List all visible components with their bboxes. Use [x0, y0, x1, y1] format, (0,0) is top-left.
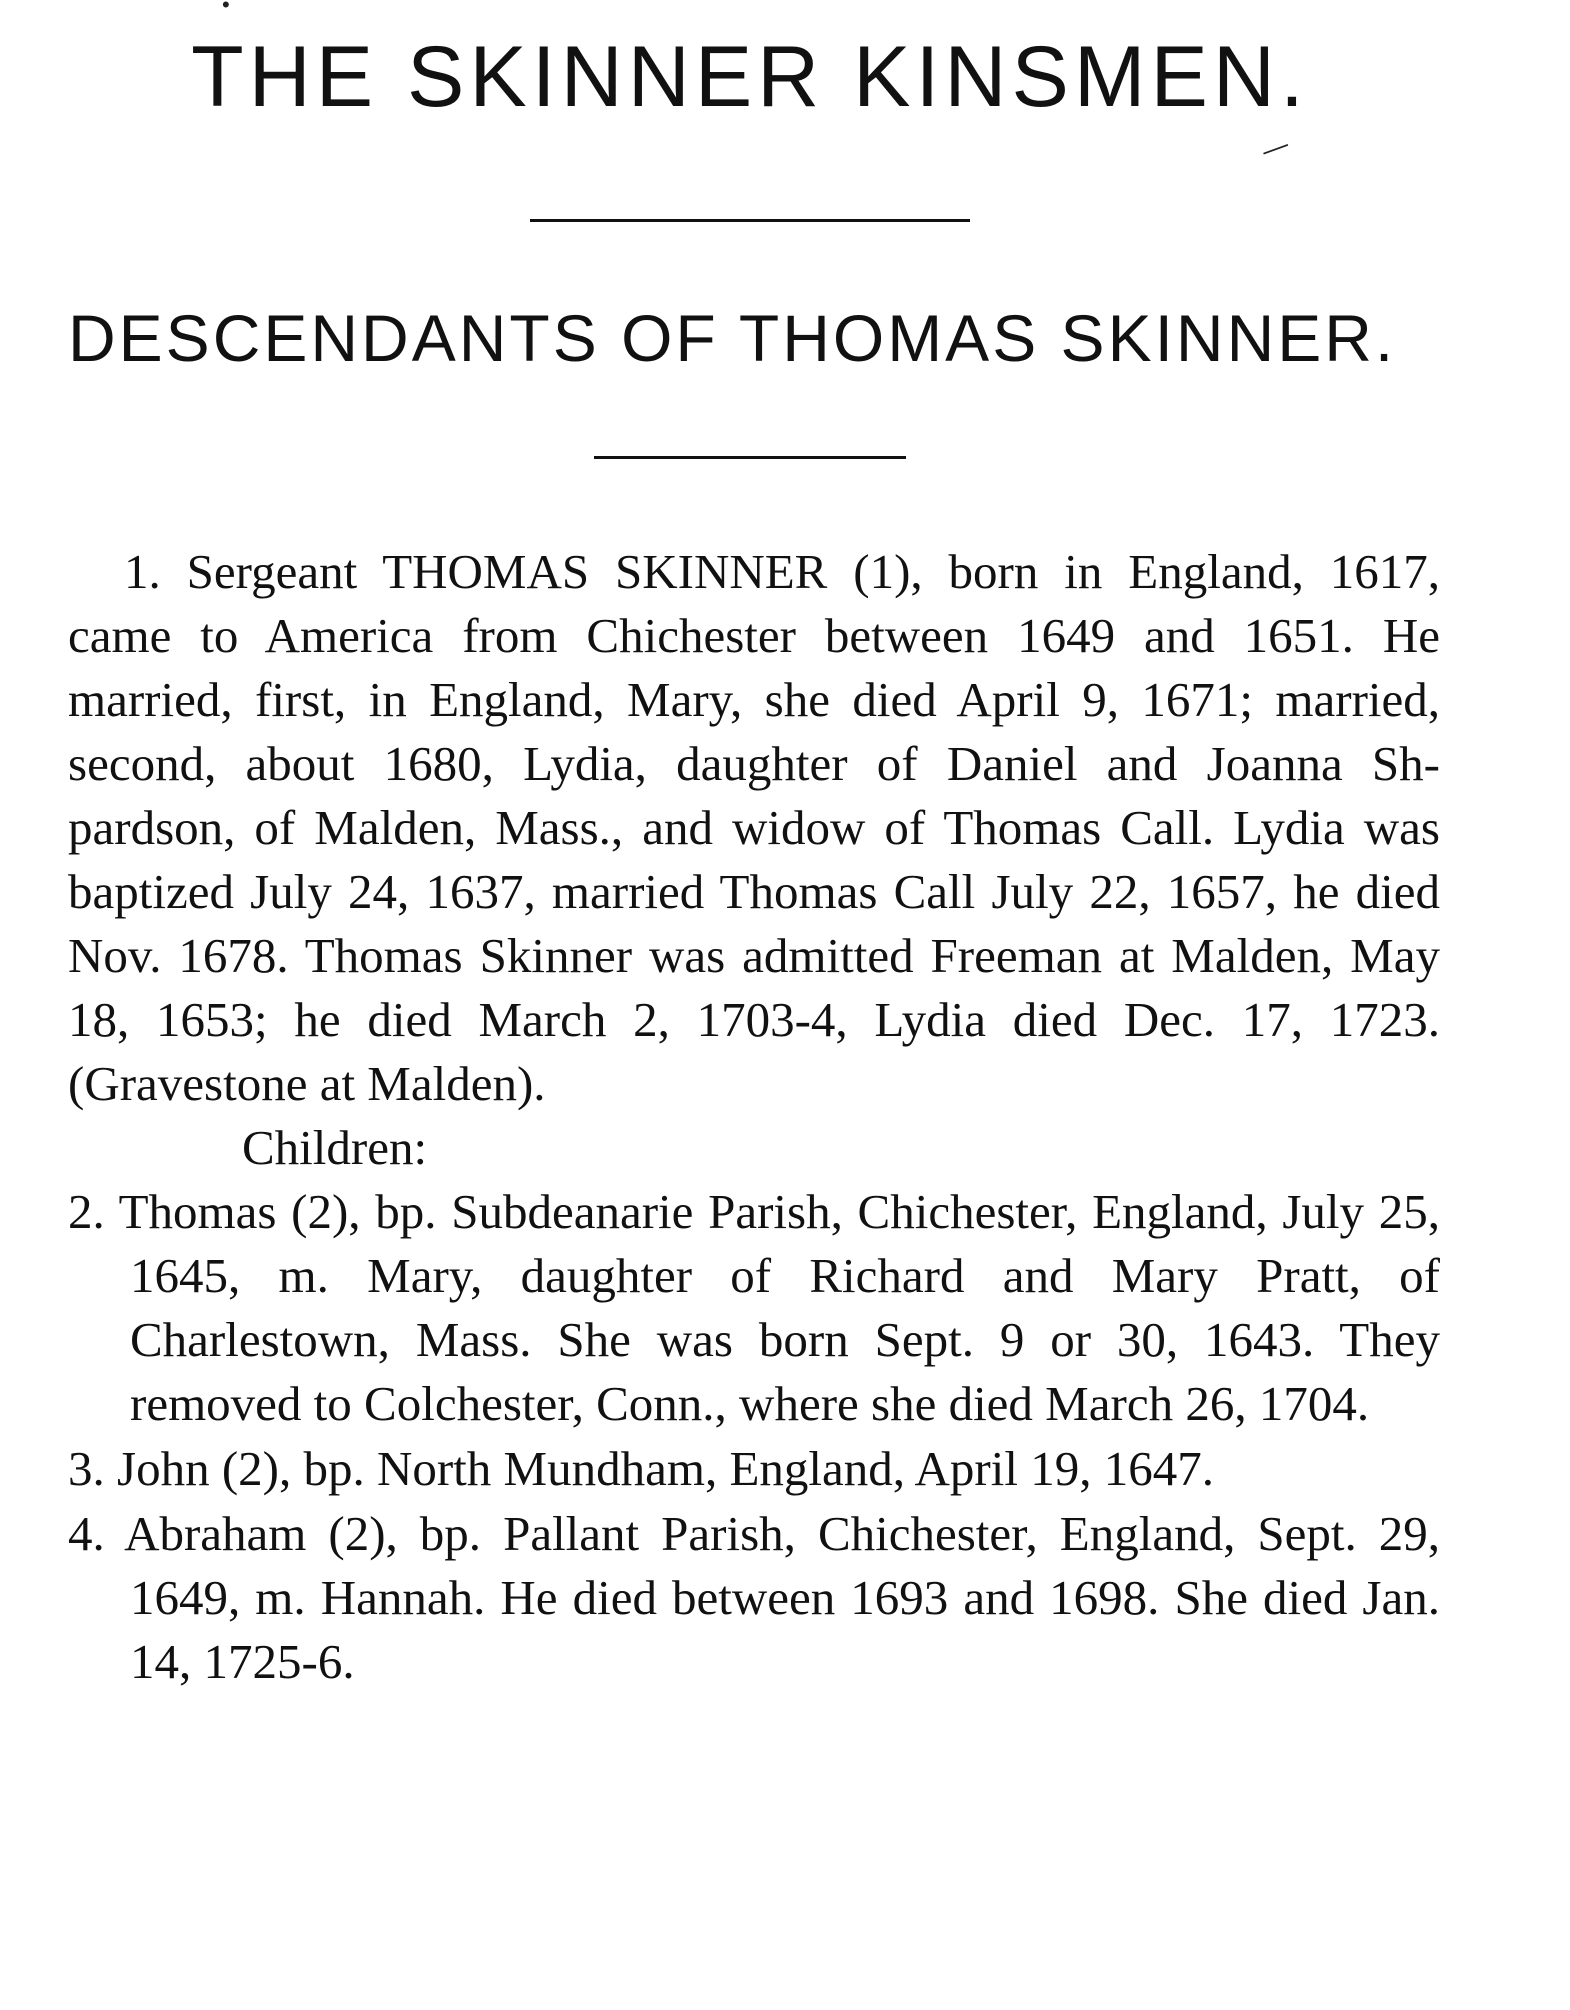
genealogy-body — [68, 540, 1440, 1695]
ink-mark: • — [222, 0, 230, 17]
child-entry: 3. John (2), bp. North Mundham, England, April 19, 1647. — [68, 1441, 1214, 1496]
divider — [594, 456, 906, 459]
divider — [530, 219, 970, 222]
child-entry: 2. Thomas (2), bp. Subdeanarie Parish, Chichester, England, July 25, 1645, m. Mary, daughter of Richard and Mary Pratt, of Charlestown, Mass. She was born Sept. 9 or 30, 1643. They removed to Colchester, Conn., where she died March 26, 1704. — [68, 1184, 1440, 1431]
child-entry: 4. Abraham (2), bp. Pallant Parish, Chichester, England, Sept. 29, 1649, m. Hannah. He died between 1693 and 1698. She died Jan. 14, 1725-6. — [68, 1506, 1440, 1689]
ink-mark: — — [1257, 128, 1293, 166]
page-title: THE SKINNER KINSMEN. — [191, 29, 1309, 125]
children-label: Children: — [242, 1120, 428, 1175]
section-title: DESCENDANTS OF THOMAS SKINNER. — [68, 301, 1397, 375]
entry-paragraph: 1. Sergeant THOMAS SKINNER (1), born in England, 1617, came to America from Chichester between 1649 and 1651. He married, first, in England, Mary, she died April 9, 1671; married, second, about 1680, Lydia, daughter of Daniel and Joanna Sh-pardson, of Malden, Mass., and widow of Thomas Call. Lydia was baptized July 24, 1637, married Thomas Call July 22, 1657, he died Nov. 1678. Thomas Skinner was admitted Freeman at Malden, May 18, 1653; he died March 2, 1703-4, Lydia died Dec. 17, 1723. (Gravestone at Malden). — [68, 544, 1440, 1111]
